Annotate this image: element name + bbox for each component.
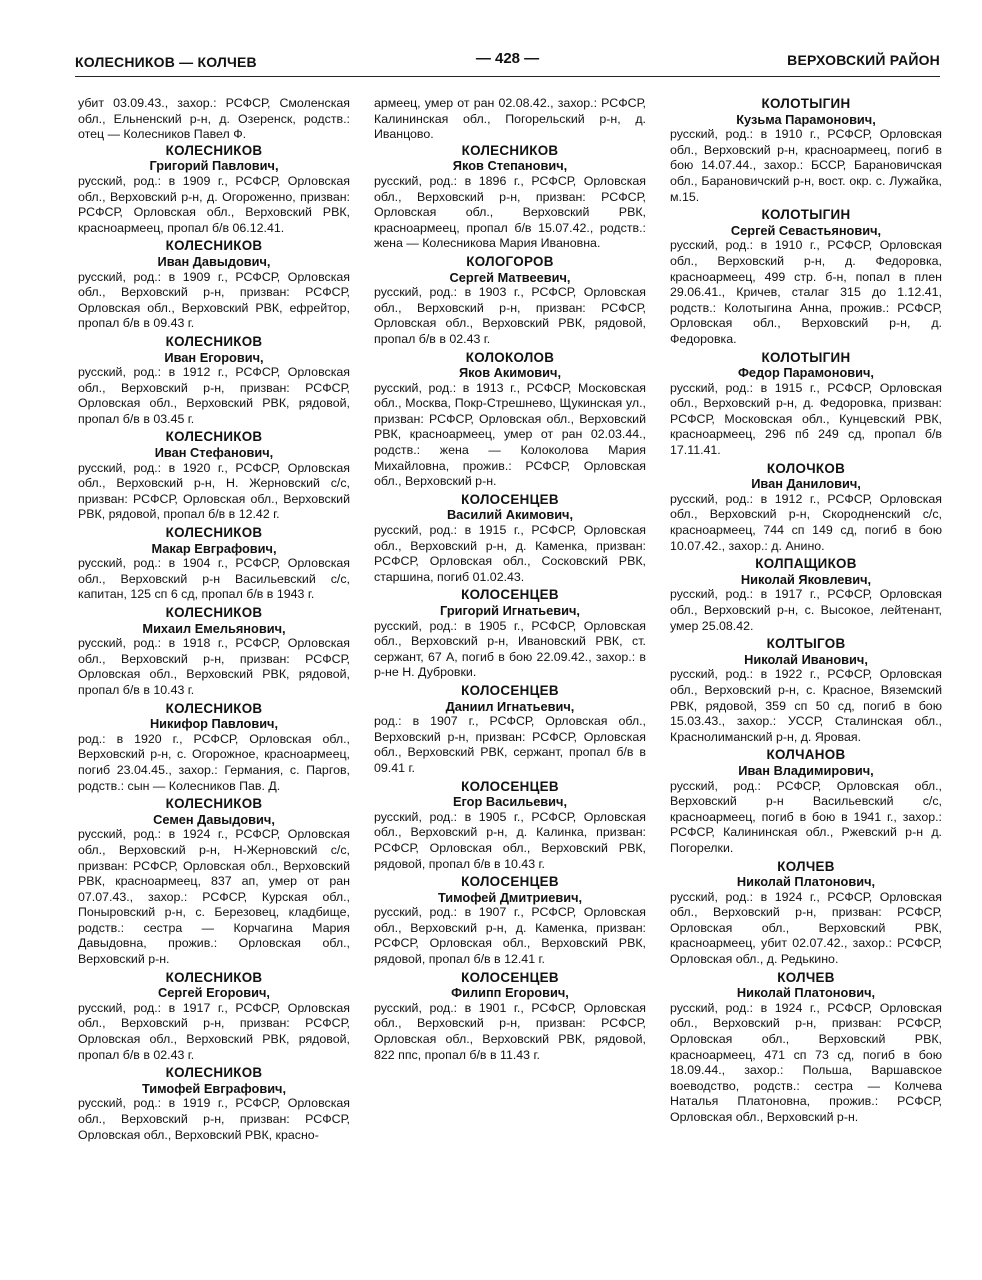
entry: [78, 525, 350, 603]
header-right-title: ВЕРХОВСКИЙ РАЙОН: [787, 52, 940, 68]
entry-surname: КОЛЕСНИКОВ: [165, 1065, 263, 1081]
entry-text: русский, род.: в 1920 г., РСФСР, Орловская обл., Верховский р-н, Н. Жерновский с/с, призван: РСФСР, Орловская обл., Верховский РВК, рядовой, пропал б/в в 12.42 г.: [78, 460, 350, 522]
entry-given-name: Николай Яковлевич,: [740, 571, 872, 587]
entry-given-name: Николай Платонович,: [736, 985, 876, 1001]
entry-text: русский, род.: в 1913 г., РСФСР, Московская обл., Москва, Покр-Стрешнево, Щукинская ул., призван: РСФСР, Орловская обл., Верховский РВК, красноармеец, умер от ран 02.03.44., родств.: жена — Колоколова Мария Михайловна, прожив.: РСФСР, Орловская обл., Верховский р-н.: [374, 380, 646, 489]
page-number: — 428 —: [475, 50, 540, 67]
entry-text: русский, род.: в 1903 г., РСФСР, Орловская обл., Верховский р-н, призван: РСФСР, Орловская обл., Верховский РВК, рядовой, пропал б/в в 02.43 г.: [374, 285, 646, 346]
entry: [670, 461, 942, 555]
entry-text: русский, род.: в 1905 г., РСФСР, Орловская обл., Верховский р-н, д. Калинка, призван: РСФСР, Орловская обл., Верховский РВК, рядовой, пропал б/в в 10.43 г.: [374, 809, 646, 871]
entry-given-name: Иван Данилович,: [751, 476, 861, 492]
entry-given-name: Сергей Матвеевич,: [449, 269, 571, 285]
entry-surname: КОЛОСЕНЦЕВ: [461, 491, 559, 507]
entry-text: русский, род.: в 1910 г., РСФСР, Орловская обл., Верховский р-н, красноармеец, погиб в бою 14.07.44., захор.: БССР, Барановичская обл., Барановичский р-н, вост. окр. с. Лужайка, м.15.: [670, 127, 942, 204]
entry-given-name: Филипп Егорович,: [451, 985, 569, 1001]
entry: [374, 779, 646, 873]
entry-text: русский, род.: в 1922 г., РСФСР, Орловская обл., Верховский р-н, с. Красное, Вяземский РВК, рядовой, 359 сп 50 сд, погиб в бою 15.03.43., захор.: УССР, Сталинская обл., Краснолиманский р-н, д. Яровая.: [670, 667, 942, 744]
entry-text: русский, род.: в 1917 г., РСФСР, Орловская обл., Верховский р-н, призван: РСФСР, Орловская обл., Верховский РВК, рядовой, пропал б/в в 02.43 г.: [78, 1000, 350, 1062]
entry: [670, 350, 942, 459]
entry-surname: КОЛЧЕВ: [777, 858, 835, 874]
entry: [374, 350, 646, 490]
entry-surname: КОЛЕСНИКОВ: [165, 333, 263, 349]
entry-surname: КОЛЕСНИКОВ: [165, 700, 263, 716]
entry-surname: КОЛОСЕНЦЕВ: [461, 874, 559, 890]
entry: [374, 492, 646, 586]
entry-text: русский, род.: в 1909 г., РСФСР, Орловская обл., Верховский р-н, д. Огороженно, призван: РСФСР, Орловская обл., Верховский РВК, красноармеец, пропал б/в 06.12.41.: [78, 173, 350, 235]
entry-text: русский, род.: в 1915 г., РСФСР, Орловская обл., Верховский р-н, д. Каменка, призван: РСФСР, Орловская обл., Сосковский РВК, старшина, погиб 01.02.43.: [374, 523, 646, 584]
entry-text: русский, род.: в 1924 г., РСФСР, Орловская обл., Верховский р-н, Н-Жерновский с/с, призван: РСФСР, Орловская обл., Верховский РВК, красноармеец, 837 ап, умер от ран 07.07.43., захор.: РСФСР, Курская обл., Поныровский р-н, с. Березовец, кладбище, родств.: сестра — Корчагина Мария Давыдовна, прожив.: Орловская обл., Верховский р-н.: [78, 827, 350, 967]
entry: [374, 874, 646, 968]
entry-text: русский, род.: в 1924 г., РСФСР, Орловская обл., Верховский р-н, призван: РСФСР, Орловская обл., Верховский РВК, красноармеец, убит 02.07.42., захор.: РСФСР, Орловская обл., д. Редькино.: [670, 889, 942, 967]
entry-text: русский, род.: в 1915 г., РСФСР, Орловская обл., Верховский р-н, д. Федоровка, призван: РСФСР, Московская обл., Кунцевский РВК, красноармеец, 296 пб 249 сд, пропал б/в 17.11.41.: [670, 380, 942, 458]
page-header: [75, 50, 940, 77]
entry-text: русский, род.: в 1912 г., РСФСР, Орловская обл., Верховский р-н, Скородненский с/с, красноармеец, 744 сп 149 сд, погиб в бою 10.07.42., захор.: д. Анино.: [670, 491, 942, 553]
entry: [374, 587, 646, 681]
entry-given-name: Сергей Севастьянович,: [730, 222, 882, 238]
entry: [374, 143, 646, 252]
entry-surname: КОЛОКОЛОВ: [465, 349, 555, 365]
entry: [670, 636, 942, 745]
entry: [78, 238, 350, 332]
entry: [670, 970, 942, 1126]
entry-surname: КОЛЕСНИКОВ: [165, 796, 263, 812]
header-left-title: КОЛЕСНИКОВ — КОЛЧЕВ: [75, 54, 257, 70]
continuation-text: убит 03.09.43., захор.: РСФСР, Смоленская обл., Ельненский р-н, д. Озеренск, родств.: отец — Колесников Павел Ф.: [78, 96, 350, 142]
entry-surname: КОЛОСЕНЦЕВ: [461, 587, 559, 603]
entry-given-name: Иван Егорович,: [164, 349, 264, 365]
entry-given-name: Федор Парамонович,: [738, 365, 874, 381]
entry: [670, 747, 942, 856]
entry: [78, 143, 350, 237]
entry-text: русский, род.: в 1904 г., РСФСР, Орловская обл., Верховский р-н Васильевский с/с, капитан, 125 сп 6 сд, пропал б/в в 1943 г.: [78, 556, 350, 602]
column-2: [374, 96, 646, 1065]
entry-given-name: Макар Евграфович,: [151, 540, 277, 556]
entry: [670, 96, 942, 205]
entry-text: русский, род.: в 1918 г., РСФСР, Орловская обл., Верховский р-н, призван: РСФСР, Орловская обл., Верховский РВК, рядовой, пропал б/в в 10.43 г.: [78, 636, 350, 697]
entry-given-name: Иван Владимирович,: [738, 762, 874, 778]
entry-surname: КОЛОСЕНЦЕВ: [461, 969, 559, 985]
entry-text: русский, род.: в 1917 г., РСФСР, Орловская обл., Верховский р-н, с. Высокое, лейтенант, умер 25.08.42.: [670, 587, 942, 633]
entry-given-name: Тимофей Евграфович,: [141, 1080, 287, 1096]
entry-surname: КОЛОТЫГИН: [761, 96, 851, 111]
entry-surname: КОЛОСЕНЦЕВ: [461, 778, 559, 794]
entry-surname: КОЛЕСНИКОВ: [165, 429, 263, 445]
entry-given-name: Николай Платонович,: [736, 874, 876, 890]
entry: [670, 556, 942, 634]
entry-text: русский, род.: в 1907 г., РСФСР, Орловская обл., Верховский р-н, д. Каменка, призван: РСФСР, Орловская обл., Верховский РВК, рядовой, пропал б/в в 12.41 г.: [374, 905, 646, 967]
entry-given-name: Василий Акимович,: [446, 507, 574, 523]
entry-surname: КОЛЕСНИКОВ: [165, 605, 263, 620]
entry-surname: КОЛЧАНОВ: [766, 747, 846, 763]
entry: [670, 207, 942, 347]
entry: [78, 1065, 350, 1143]
entry-surname: КОЛЧЕВ: [777, 969, 835, 985]
entry-text: русский, род.: в 1919 г., РСФСР, Орловская обл., Верховский р-н, призван: РСФСР, Орловская обл., Верховский РВК, красно-: [78, 1096, 350, 1142]
entry-given-name: Семен Давыдович,: [153, 811, 275, 827]
entry-surname: КОЛОГОРОВ: [466, 253, 554, 269]
entry-text: русский, род.: в 1912 г., РСФСР, Орловская обл., Верховский р-н, призван: РСФСР, Орловская обл., Верховский РВК, рядовой, пропал б/в в 03.45 г.: [78, 365, 350, 426]
entry: [78, 334, 350, 428]
entry: [374, 683, 646, 777]
entry-text: русский, род.: в 1909 г., РСФСР, Орловская обл., Верховский р-н, призван: РСФСР, Орловская обл., Верховский РВК, ефрейтор, пропал б/в в 09.43 г.: [78, 269, 350, 331]
entry-given-name: Сергей Егорович,: [158, 985, 270, 1001]
entry-text: русский, род.: в 1910 г., РСФСР, Орловская обл., Верховский р-н, д. Федоровка, красноармеец, 499 стр. б-н, попал в плен 29.06.41., Кричев, сталаг 315 до 1.12.41, родств.: Колотыгина Анна, прожив.: РСФСР, Орловская обл., Верховский р-н, д. Федоровка.: [670, 238, 942, 346]
entry-surname: КОЛЕСНИКОВ: [165, 525, 263, 541]
column-3: [670, 96, 942, 1128]
entry: [78, 796, 350, 968]
entry-given-name: Иван Давыдович,: [157, 253, 271, 269]
continuation-text: армеец, умер от ран 02.08.42., захор.: РСФСР, Калининская обл., Погорельский р-н, д. Иванцово.: [374, 96, 646, 142]
entry-surname: КОЛПАЩИКОВ: [755, 556, 857, 572]
entry: [78, 605, 350, 699]
column-1: [78, 96, 350, 1145]
entry: [670, 859, 942, 968]
entry-text: русский, род.: в 1924 г., РСФСР, Орловская обл., Верховский р-н, призван: РСФСР, Орловская обл., Верховский РВК, красноармеец, 471 сп 73 сд, погиб в бою 18.09.44., захор.: Польша, Варшавское воеводство, родств.: сестра — Колчева Наталья Платоновна, прожив.: РСФСР, Орловская обл., Верховский р-н.: [670, 1000, 942, 1124]
entry-text: род.: в 1920 г., РСФСР, Орловская обл., Верховский р-н, с. Огорожное, красноармеец, погиб 23.04.45., захор.: Германия, с. Паргов, родств.: сын — Колесников Пав. Д.: [78, 731, 350, 793]
entry-given-name: Михаил Емельянович,: [142, 620, 286, 636]
entry-surname: КОЛЕСНИКОВ: [461, 142, 559, 158]
entry-given-name: Егор Васильевич,: [452, 794, 568, 810]
entry-surname: КОЛОСЕНЦЕВ: [461, 682, 559, 698]
entry-surname: КОЛОЧКОВ: [766, 460, 846, 476]
entry-surname: КОЛТЫГОВ: [766, 636, 846, 652]
entry-given-name: Никифор Павлович,: [149, 716, 279, 732]
entry-text: русский, род.: в 1905 г., РСФСР, Орловская обл., Верховский р-н, Ивановский РВК, ст. сержант, 67 А, погиб в бою 22.09.42., захор.: в р-не Н. Дубровки.: [374, 618, 646, 680]
entry-given-name: Иван Стефанович,: [154, 445, 274, 461]
entry-text: русский, род.: в 1901 г., РСФСР, Орловская обл., Верховский р-н, призван: РСФСР, Орловская обл., Верховский РВК, рядовой, 822 ппс, пропал б/в в 11.43 г.: [374, 1000, 646, 1062]
entry-given-name: Кузьма Парамонович,: [736, 111, 876, 127]
entry: [374, 254, 646, 348]
entry-surname: КОЛЕСНИКОВ: [165, 969, 263, 985]
entry-text: род.: в 1907 г., РСФСР, Орловская обл., Верховский р-н, призван: РСФСР, Орловская обл., Верховский РВК, сержант, пропал б/в в 09.41 г.: [374, 714, 646, 775]
entry-given-name: Даниил Игнатьевич,: [445, 698, 575, 714]
entry-given-name: Николай Иванович,: [744, 651, 868, 667]
entry-surname: КОЛЕСНИКОВ: [165, 238, 263, 254]
entry: [78, 970, 350, 1064]
entry-text: русский, род.: в 1896 г., РСФСР, Орловская обл., Верховский р-н, призван: РСФСР, Орловская обл., Верховский РВК, красноармеец, пропал б/в 15.07.42., родств.: жена — Колесникова Мария Ивановна.: [374, 173, 646, 251]
entry: [78, 701, 350, 795]
entry-given-name: Григорий Игнатьевич,: [440, 603, 580, 618]
entry-surname: КОЛОТЫГИН: [761, 349, 851, 365]
entry-text: русский, род.: РСФСР, Орловская обл., Верховский р-н Васильевский с/с, красноармеец, погиб в бою в 1941 г., захор.: РСФСР, Калининская обл., Ржевский р-н д. Погорелки.: [670, 778, 942, 855]
entry-given-name: Григорий Павлович,: [149, 158, 279, 174]
entry: [374, 970, 646, 1064]
entry-given-name: Тимофей Дмитриевич,: [437, 889, 583, 905]
entry-surname: КОЛЕСНИКОВ: [165, 142, 263, 158]
entry-given-name: Яков Степанович,: [452, 158, 568, 174]
entry-given-name: Яков Акимович,: [458, 365, 562, 381]
entry: [78, 429, 350, 523]
entry-surname: КОЛОТЫГИН: [761, 207, 851, 223]
